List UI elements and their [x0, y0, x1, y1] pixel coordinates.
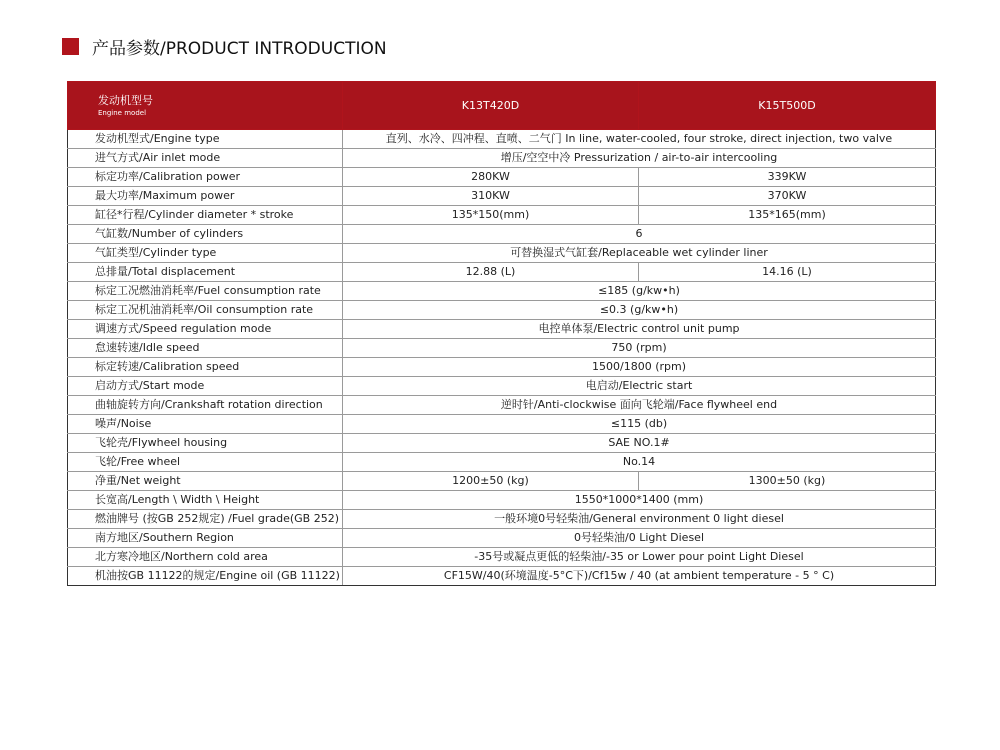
engine-model-label-en: Engine model — [98, 108, 147, 117]
table-row — [68, 244, 936, 263]
spec-value-k15t500d: 370KW — [639, 187, 936, 206]
spec-label: 噪声/Noise — [68, 415, 343, 434]
spec-label: 发动机型式/Engine type — [68, 130, 343, 149]
spec-label: 标定功率/Calibration power — [68, 168, 343, 187]
table-row — [68, 301, 936, 320]
spec-label: 气缸类型/Cylinder type — [68, 244, 343, 263]
heading-square-icon — [62, 38, 79, 55]
spec-label: 燃油牌号 (按GB 252规定) /Fuel grade(GB 252) — [68, 510, 343, 529]
table-row — [68, 358, 936, 377]
table-row — [68, 282, 936, 301]
spec-label: 调速方式/Speed regulation mode — [68, 320, 343, 339]
spec-label: 曲轴旋转方向/Crankshaft rotation direction — [68, 396, 343, 415]
spec-label: 南方地区/Southern Region — [68, 529, 343, 548]
spec-value-shared: 1500/1800 (rpm) — [343, 358, 936, 377]
table-row — [68, 472, 936, 491]
spec-value-k13t420d: 280KW — [343, 168, 639, 187]
model-header-k13t420d: K13T420D — [343, 82, 639, 130]
spec-label: 机油按GB 11122的规定/Engine oil (GB 11122) — [68, 567, 343, 586]
spec-value-k13t420d: 12.88 (L) — [343, 263, 639, 282]
table-row — [68, 377, 936, 396]
spec-label: 进气方式/Air inlet mode — [68, 149, 343, 168]
spec-value-k15t500d: 1300±50 (kg) — [639, 472, 936, 491]
spec-value-shared: 电启动/Electric start — [343, 377, 936, 396]
spec-label: 启动方式/Start mode — [68, 377, 343, 396]
model-header-k15t500d: K15T500D — [639, 82, 936, 130]
spec-table-body — [68, 130, 936, 586]
spec-label: 标定工况燃油消耗率/Fuel consumption rate — [68, 282, 343, 301]
spec-value-shared: 6 — [343, 225, 936, 244]
section-heading — [62, 34, 387, 58]
spec-value-k13t420d: 1200±50 (kg) — [343, 472, 639, 491]
engine-model-label-cn: 发动机型号 — [98, 93, 153, 107]
spec-value-shared: ≤185 (g/kw•h) — [343, 282, 936, 301]
table-row — [68, 225, 936, 244]
spec-label: 飞轮/Free wheel — [68, 453, 343, 472]
page-title: 产品参数/PRODUCT INTRODUCTION — [92, 38, 387, 59]
spec-value-shared: 电控单体泵/Electric control unit pump — [343, 320, 936, 339]
spec-value-shared: ≤115 (db) — [343, 415, 936, 434]
table-row — [68, 206, 936, 225]
spec-label: 长宽高/Length \ Width \ Height — [68, 491, 343, 510]
table-row — [68, 529, 936, 548]
spec-label: 最大功率/Maximum power — [68, 187, 343, 206]
spec-label: 净重/Net weight — [68, 472, 343, 491]
table-row — [68, 491, 936, 510]
spec-label: 飞轮壳/Flywheel housing — [68, 434, 343, 453]
spec-value-k13t420d: 135*150(mm) — [343, 206, 639, 225]
spec-label: 总排量/Total displacement — [68, 263, 343, 282]
table-header-row — [68, 82, 936, 130]
table-row — [68, 130, 936, 149]
spec-label: 气缸数/Number of cylinders — [68, 225, 343, 244]
spec-value-k13t420d: 310KW — [343, 187, 639, 206]
spec-label: 缸径*行程/Cylinder diameter * stroke — [68, 206, 343, 225]
spec-value-shared: SAE NO.1# — [343, 434, 936, 453]
spec-value-shared: 直列、水冷、四冲程、直喷、二气门 In line, water-cooled, four stroke, direct injection, two valve — [343, 130, 936, 149]
table-row — [68, 149, 936, 168]
spec-value-shared: ≤0.3 (g/kw•h) — [343, 301, 936, 320]
spec-value-shared: 逆时针/Anti-clockwise 面向飞轮端/Face flywheel end — [343, 396, 936, 415]
spec-label: 标定转速/Calibration speed — [68, 358, 343, 377]
spec-value-k15t500d: 339KW — [639, 168, 936, 187]
spec-value-shared: No.14 — [343, 453, 936, 472]
table-row — [68, 415, 936, 434]
spec-value-shared: CF15W/40(环境温度-5°C下)/Cf15w / 40 (at ambient temperature - 5 ° C) — [343, 567, 936, 586]
table-row — [68, 567, 936, 586]
table-row — [68, 187, 936, 206]
spec-value-k15t500d: 14.16 (L) — [639, 263, 936, 282]
table-row — [68, 510, 936, 529]
spec-table — [67, 81, 936, 586]
spec-label: 北方寒冷地区/Northern cold area — [68, 548, 343, 567]
table-row — [68, 339, 936, 358]
spec-value-shared: 一般环境0号轻柴油/General environment 0 light diesel — [343, 510, 936, 529]
table-row — [68, 263, 936, 282]
spec-value-shared: 增压/空空中冷 Pressurization / air-to-air intercooling — [343, 149, 936, 168]
table-row — [68, 453, 936, 472]
table-row — [68, 434, 936, 453]
table-row — [68, 548, 936, 567]
table-row — [68, 396, 936, 415]
spec-value-shared: 1550*1000*1400 (mm) — [343, 491, 936, 510]
spec-value-shared: 0号轻柴油/0 Light Diesel — [343, 529, 936, 548]
table-row — [68, 320, 936, 339]
spec-value-shared: -35号或凝点更低的轻柴油/-35 or Lower pour point Light Diesel — [343, 548, 936, 567]
table-row — [68, 168, 936, 187]
spec-label: 怠速转速/Idle speed — [68, 339, 343, 358]
spec-label: 标定工况机油消耗率/Oil consumption rate — [68, 301, 343, 320]
engine-model-header — [68, 82, 343, 130]
spec-value-shared: 750 (rpm) — [343, 339, 936, 358]
spec-value-k15t500d: 135*165(mm) — [639, 206, 936, 225]
spec-value-shared: 可替换湿式气缸套/Replaceable wet cylinder liner — [343, 244, 936, 263]
